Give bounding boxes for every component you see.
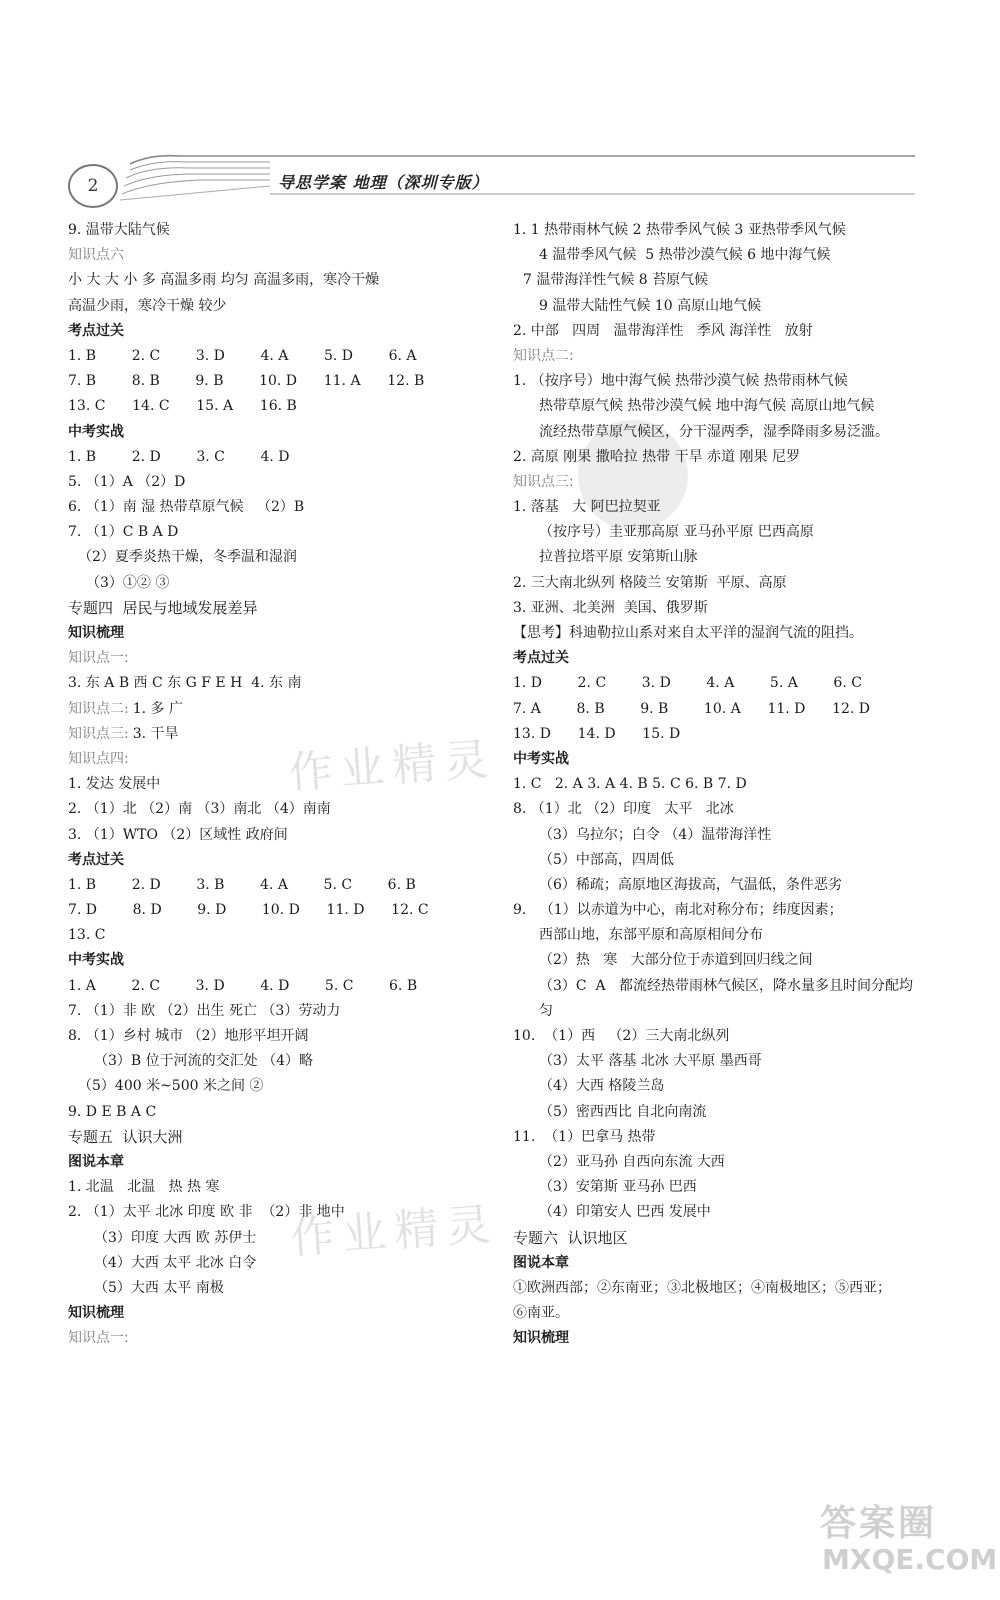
answer-line: 7. A 8. B 9. B 10. A 11. D 12. D <box>513 700 871 717</box>
section-heading: 知识梳理 <box>513 1330 569 1347</box>
answer-line: 1. 1 热带雨林气候 2 热带季风气候 3 亚热带季风气候 <box>513 222 846 238</box>
answer-line: 9. 温带大陆气候 <box>68 222 170 238</box>
answer-line: 1. 发达 发展中 <box>68 776 161 793</box>
answer-line: （4）大西 格陵兰岛 <box>539 1078 665 1095</box>
answer-line: （2）亚马孙 自西向东流 大西 <box>539 1153 725 1170</box>
answer-line: 1. 北温 北温 热 热 寒 <box>68 1179 220 1196</box>
answer-line: （3）B 位于河流的交汇处 （4）略 <box>94 1053 314 1070</box>
answer-line: 【思考】科迪勒拉山系对来自太平洋的湿润气流的阻挡。 <box>513 625 863 641</box>
answer-line: （3）①② ③ <box>86 574 170 591</box>
answer-line: 2. （1）太平 北冰 印度 欧 非 （2）非 地中 <box>68 1204 345 1221</box>
answer-line: 拉普拉塔平原 安第斯山脉 <box>539 549 698 566</box>
answer-line: 2. （1）北 （2）南 （3）南北 （4）南南 <box>68 801 331 818</box>
corner-logo <box>820 1495 998 1590</box>
answer-line: 8. （1）北 （2）印度 太平 北冰 <box>513 801 734 818</box>
answer-line: （5）密西西比 自北向南流 <box>539 1103 707 1120</box>
answer-line: 13. C 14. C 15. A 16. B <box>68 398 297 415</box>
answer-line: 7 温带海洋性气候 8 苔原气候 <box>523 272 709 289</box>
answer-line: 西部山地，东部平原和高原相间分布 <box>539 927 763 944</box>
answer-line: 流经热带草原气候区，分干湿两季，湿季降雨多易泛滥。 <box>539 423 889 440</box>
answer-line: （5）大西 太平 南极 <box>94 1279 224 1296</box>
answer-line: 3. （1）WTO （2）区域性 政府间 <box>68 826 288 843</box>
answer-line: 5. （1）A （2）D <box>68 473 186 490</box>
answer-line: （5）中部高，四周低 <box>539 851 674 868</box>
answer-line: （4）大西 太平 北冰 白令 <box>94 1254 257 1271</box>
answer-text: 1. 多 广 <box>132 700 183 717</box>
answer-line: 2. 高原 刚果 撒哈拉 热带 干旱 赤道 刚果 尼罗 <box>513 448 800 465</box>
answer-line: （5）400 米~500 米之间 ② <box>78 1078 264 1095</box>
topic-title: 专题六 认识地区 <box>513 1228 628 1247</box>
answer-line: （3）安第斯 亚马孙 巴西 <box>539 1179 697 1196</box>
answer-line: 9. D E B A C <box>68 1103 157 1120</box>
header-decoration <box>60 150 940 210</box>
corner-logo-url: MXQE.COM <box>822 1543 998 1576</box>
answer-line: 2. 中部 四周 温带海洋性 季风 海洋性 放射 <box>513 322 813 339</box>
answer-line: ①欧洲西部；②东南亚；③北极地区；④南极地区；⑤西亚； <box>513 1279 891 1296</box>
knowledge-point-label: 知识点一: <box>68 1330 129 1347</box>
answer-line: （6）稀疏；高原地区海拔高，气温低，条件恶劣 <box>539 876 842 893</box>
answer-line: ⑥南亚。 <box>513 1305 569 1322</box>
knowledge-point-label: 知识点二: <box>68 700 129 717</box>
answer-line: 1. B 2. C 3. D 4. A 5. D 6. A <box>68 347 417 364</box>
topic-title: 专题五 认识大洲 <box>68 1127 183 1146</box>
answer-line: 9 温带大陆性气候 10 高原山地气候 <box>539 297 762 314</box>
section-heading: 知识梳理 <box>68 625 124 641</box>
answer-line: （按序号）圭亚那高原 亚马孙平原 巴西高原 <box>539 524 814 541</box>
answer-line: 3. 东 A B 西 C 东 G F E H 4. 东 南 <box>68 675 302 692</box>
answer-line: 4 温带季风气候 5 热带沙漠气候 6 地中海气候 <box>539 247 831 264</box>
answer-line: 匀 <box>539 1002 553 1019</box>
answer-line: （3）乌拉尔；白令 （4）温带海洋性 <box>539 826 772 843</box>
answer-line: 1. 落基 大 阿巴拉契亚 <box>513 499 661 516</box>
answer-line: 1. A 2. C 3. D 4. D 5. C 6. B <box>68 977 418 994</box>
answer-line: 1. D 2. C 3. D 4. A 5. A 6. C <box>513 675 862 692</box>
page-header <box>60 150 940 210</box>
section-heading: 考点过关 <box>68 851 124 868</box>
answer-line: （4）印第安人 巴西 发展中 <box>539 1204 711 1221</box>
answer-line: 8. （1）乡村 城市 （2）地形平坦开阔 <box>68 1028 309 1044</box>
answer-line: （3）印度 大西 欧 苏伊士 <box>94 1229 257 1246</box>
answer-line: 7. （1）C B A D <box>68 524 179 541</box>
answer-line: 1. B 2. D 3. C 4. D <box>68 448 290 465</box>
watermark: 作业精灵 <box>288 1198 500 1265</box>
answer-line <box>68 697 508 722</box>
section-heading: 考点过关 <box>513 650 569 667</box>
corner-logo-text: 答案圈 <box>820 1503 938 1544</box>
answer-line: 7. D 8. D 9. D 10. D 11. D 12. C <box>68 902 429 919</box>
section-heading: 知识梳理 <box>68 1305 124 1322</box>
section-heading: 中考实战 <box>68 423 124 440</box>
answer-line: （3）C A 都流经热带雨林气候区，降水量多且时间分配均 <box>539 977 913 994</box>
section-heading: 考点过关 <box>68 322 124 339</box>
answer-line: （2）夏季炎热干燥，冬季温和湿润 <box>78 549 297 566</box>
answer-line: 13. D 14. D 15. D <box>513 725 681 742</box>
answer-line: 13. C <box>68 927 106 944</box>
answer-line: 1. （按序号）地中海气候 热带沙漠气候 热带雨林气候 <box>513 373 848 390</box>
answer-line: 10. （1）西 （2）三大南北纵列 <box>513 1028 730 1044</box>
header-title: 导思学案 地理（深圳专版） <box>278 173 489 192</box>
answer-line: 7. B 8. B 9. B 10. D 11. A 12. B <box>68 373 425 390</box>
answer-text: 3. 干旱 <box>132 725 179 742</box>
knowledge-point-label: 知识点四: <box>68 750 129 767</box>
answer-line: 1. B 2. D 3. B 4. A 5. C 6. B <box>68 876 416 893</box>
answer-line: （3）太平 落基 北冰 大平原 墨西哥 <box>539 1053 762 1070</box>
knowledge-point-label: 知识点二: <box>513 347 574 364</box>
answer-line: 高温少雨，寒冷干燥 较少 <box>68 297 227 314</box>
answer-line: （2）热 寒 大部分位于赤道到回归线之间 <box>539 952 813 969</box>
topic-title: 专题四 居民与地域发展差异 <box>68 598 258 617</box>
answer-line: 9. （1）以赤道为中心，南北对称分布；纬度因素； <box>513 902 843 919</box>
knowledge-point-label: 知识点三: <box>68 725 129 742</box>
section-heading: 图说本章 <box>68 1153 124 1170</box>
section-heading: 中考实战 <box>513 750 569 767</box>
answer-line: 7. （1）非 欧 （2）出生 死亡 （3）劳动力 <box>68 1002 341 1019</box>
section-heading: 中考实战 <box>68 952 124 969</box>
answer-line: 小 大 大 小 多 高温多雨 均匀 高温多雨，寒冷干燥 <box>68 272 380 289</box>
watermark: 作业精灵 <box>286 733 498 800</box>
answer-line: 6. （1）南 湿 热带草原气候 （2）B <box>68 499 305 516</box>
page-number: 2 <box>68 164 118 208</box>
answer-line: 2. 三大南北纵列 格陵兰 安第斯 平原、高原 <box>513 574 787 591</box>
section-heading: 图说本章 <box>513 1254 569 1271</box>
knowledge-point-label: 知识点一: <box>68 650 129 667</box>
answer-line: 11. （1）巴拿马 热带 <box>513 1128 656 1145</box>
knowledge-point-label: 知识点六 <box>68 247 124 264</box>
answer-line: 热带草原气候 热带沙漠气候 地中海气候 高原山地气候 <box>539 398 875 415</box>
answer-line: 1. C 2. A 3. A 4. B 5. C 6. B 7. D <box>513 776 747 793</box>
answer-line: 3. 亚洲、北美洲 美国、俄罗斯 <box>513 599 708 616</box>
knowledge-point-label: 知识点三: <box>513 473 574 490</box>
right-column <box>513 218 933 1351</box>
